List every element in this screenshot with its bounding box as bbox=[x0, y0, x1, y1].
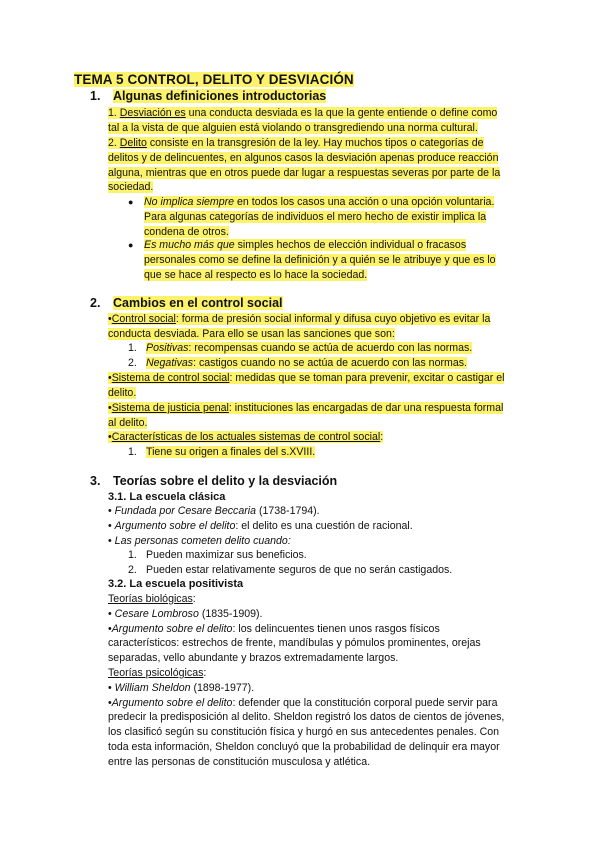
section-3-heading bbox=[90, 474, 337, 488]
section-title: Algunas definiciones introductorias bbox=[113, 89, 327, 103]
definition-delito: 2. Delito consiste en la transgresión de la ley. Hay muchos tipos o categorías de delitos y de delincuentes, en algunos casos la desviación apenas produce reacción alguna, mientras que en otros puede dar lugar a respuestas severas por parte de la sociedad. bbox=[108, 137, 501, 194]
escuela-clasica-text: • Fundada por Cesare Beccaria (1738-1794). • Argumento sobre el delito: el delito es una cuestión de racional. • Las personas cometen delito cuando: bbox=[108, 505, 413, 547]
section-1-heading bbox=[90, 89, 326, 103]
term-desviacion: Desviación es bbox=[119, 107, 186, 119]
bullet-icon: ● bbox=[128, 240, 134, 250]
section-title: Teorías sobre el delito y la desviación bbox=[113, 474, 338, 488]
term-sistema-justicia-penal: Sistema de justicia penal bbox=[111, 402, 229, 414]
section-number: 1. bbox=[90, 89, 101, 103]
teorias-biologicas-text: Teorías biológicas: • Cesare Lombroso (1835-1909). •Argumento sobre el delito: los delincuentes tienen unos rasgos físicos característicos: estrechos de frente, mandíbulas y pómulos prominentes, orejas separadas, vello abundante y brazos extremadamente largos. bbox=[108, 593, 481, 665]
term-control-social: Control social bbox=[111, 313, 176, 325]
control-social-paragraph: •Control social: forma de presión social informal y difusa cuyo objetivo es evitar la conducta desviada. Para ello se usan las sanciones que son: bbox=[108, 313, 491, 340]
sistema-control-paragraph: •Sistema de control social: medidas que se toman para prevenir, excitar o castigar el delito. bbox=[108, 372, 505, 399]
bullet-icon: ● bbox=[128, 197, 134, 207]
subsection-heading: 3.1. La escuela clásica bbox=[108, 491, 226, 503]
definition-desviacion: 1. Desviación es una conducta desviada es la que la gente entiende o define como tal a la vista de que alguien está violando o transgrediendo una norma cultural. bbox=[108, 107, 498, 134]
caracteristicas-paragraph: •Características de los actuales sistemas de control social: bbox=[108, 431, 384, 443]
list-item: 2. Pueden estar relativamente seguros de que no serán castigados. bbox=[128, 564, 453, 576]
term-caracteristicas: Características de los actuales sistemas de control social bbox=[111, 431, 381, 443]
subsection-heading: 3.2. La escuela positivista bbox=[108, 578, 244, 590]
list-item: 1. Positivas: recompensas cuando se actúa de acuerdo con las normas. bbox=[128, 342, 473, 354]
list-item: 1. Tiene su origen a finales del s.XVIII. bbox=[128, 446, 316, 458]
section-number: 3. bbox=[90, 474, 101, 488]
term-sistema-control-social: Sistema de control social bbox=[111, 372, 230, 384]
term-delito: Delito bbox=[119, 137, 147, 149]
page-title: TEMA 5 CONTROL, DELITO Y DESVIACIÓN bbox=[74, 72, 354, 87]
section-number: 2. bbox=[90, 296, 101, 310]
section-2-heading bbox=[90, 296, 283, 310]
bullet-item: ● Es mucho más que simples hechos de elección individual o fracasos personales como se define la definición y a quién se le atribuye y que es lo que se hace al respecto es lo hace la sociedad. bbox=[128, 239, 496, 281]
justicia-penal-paragraph: •Sistema de justicia penal: instituciones las encargadas de dar una respuesta formal al delito. bbox=[108, 402, 504, 429]
list-item: 1. Pueden maximizar sus beneficios. bbox=[128, 549, 307, 561]
list-item: 2. Negativas: castigos cuando no se actúa de acuerdo con las normas. bbox=[128, 357, 467, 369]
teorias-psicologicas-text: Teorías psicológicas: • William Sheldon (1898-1977). •Argumento sobre el delito: defender que la constitución corporal puede servir para predecir la predisposición al delito. Sheldon registró los datos de cientos de jóvenes, los clasificó según su constitución física y hurgó en sus antecedentes penales. Con toda esta información, Sheldon concluyó que la probabilidad de delinquir era mayor entre las personas de constitución musculosa y atlética. bbox=[108, 667, 505, 768]
bullet-item: ● No implica siempre en todos los casos una acción o una opción voluntaria. Para algunas categorías de individuos el mero hecho de existir implica la condena de otros. bbox=[128, 196, 495, 238]
section-title: Cambios en el control social bbox=[113, 296, 283, 310]
